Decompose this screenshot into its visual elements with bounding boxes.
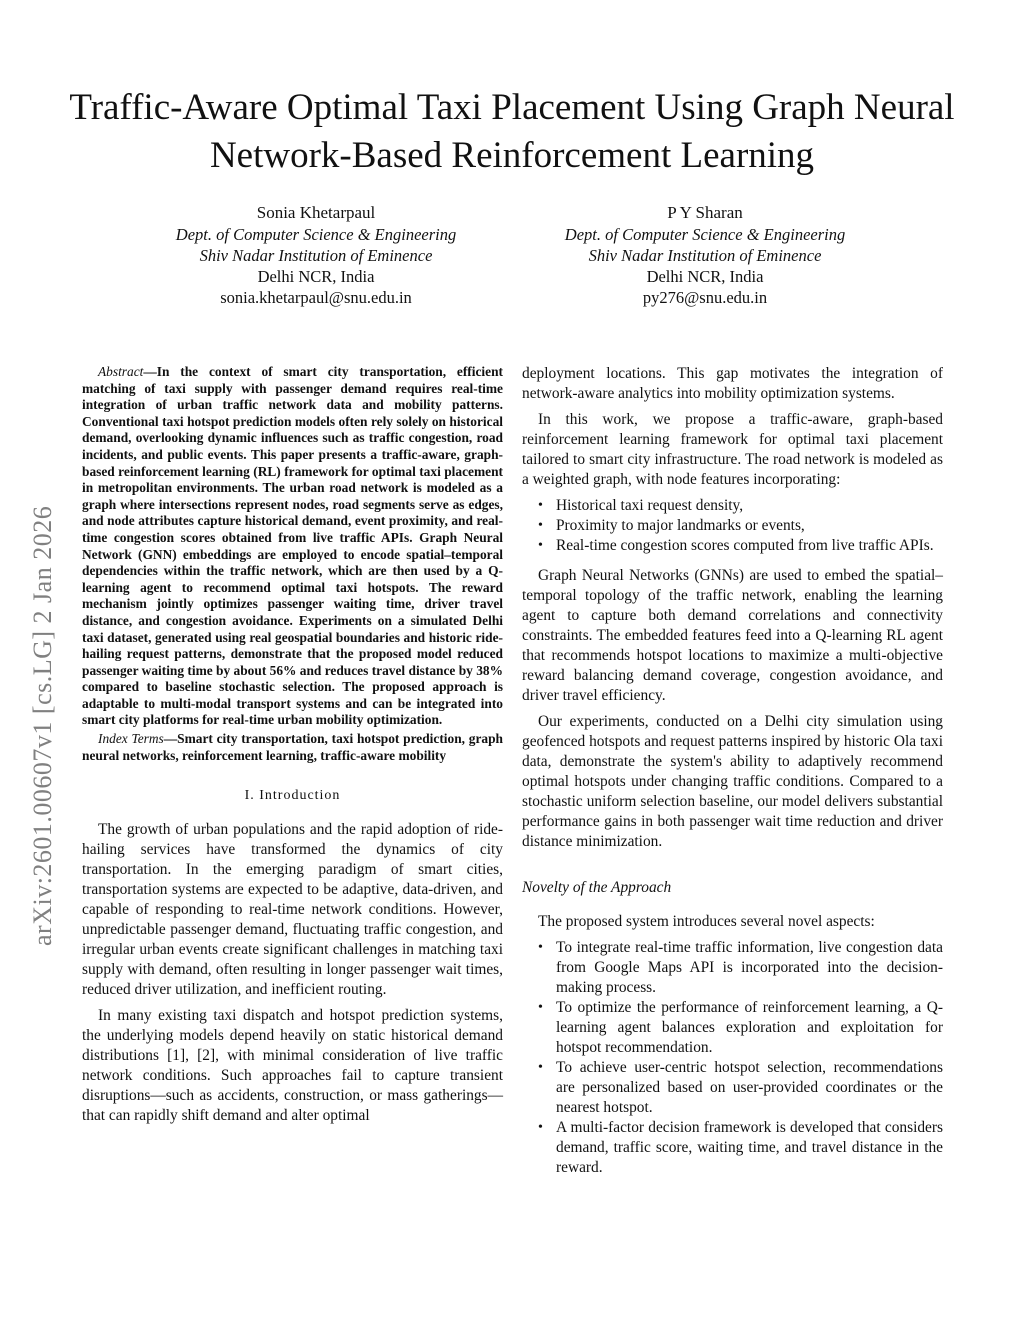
index-terms-text: —Smart city transportation, taxi hotspot prediction, graph neural networks, reinforcement learning, traffic-aware mobility bbox=[82, 731, 504, 763]
novelty-list bbox=[522, 938, 943, 1178]
left-column bbox=[82, 364, 503, 1132]
bullet-icon: • bbox=[538, 538, 543, 553]
list-item bbox=[538, 516, 943, 536]
author-department: Dept. of Computer Science & Engineering bbox=[564, 225, 846, 244]
author-institution: Shiv Nadar Institution of Eminence bbox=[588, 246, 822, 265]
right-paragraph-4: Our experiments, conducted on a Delhi city simulation using geofenced hotspots and request patterns inspired by historic Ola taxi data, demonstrate the system's ability to adaptively recommend optimal hotspots under changing traffic conditions. Compared to a stochastic uniform selection baseline, our model delivers substantial performance gains in both passenger wait time reduction and driver distance minimization. bbox=[522, 713, 943, 850]
list-item-text: Historical taxi request density, bbox=[556, 497, 744, 514]
arxiv-identifier: arXiv:2601.00607v1 [cs.LG] 2 Jan 2026 bbox=[28, 505, 57, 946]
novelty-intro: The proposed system introduces several novel aspects: bbox=[538, 913, 875, 930]
list-item-text: To achieve user-centric hotspot selection, recommendations are personalized based on user-provided coordinates or the nearest hotspot. bbox=[556, 1059, 943, 1116]
abstract-text: —In the context of smart city transportation, efficient matching of taxi supply with passenger demand requires real-time integration of urban traffic network data and mobility patterns. Conventional taxi hotspot prediction models often rely solely on historical demand, overlooking dynamic influences such as traffic congestion, road incidents, and public events. This paper presents a traffic-aware, graph-based reinforcement learning (RL) framework for optimal taxi placement in metropolitan environments. The urban road network is modeled as a graph where intersections represent nodes, road segments serve as edges, and node attributes capture historical demand, event proximity, and real-time congestion scores obtained from live traffic APIs. Graph Neural Network (GNN) embeddings are employed to encode spatial–temporal dependencies within the traffic network, which are then used by a Q-learning agent to recommend optimal taxi hotspots. The reward mechanism jointly optimizes passenger waiting time, driver travel distance, and congestion avoidance. Experiments on a simulated Delhi taxi dataset, generated using real geospatial boundaries and historic ride-hailing request patterns, demonstrate that the proposed model reduced passenger waiting time by about 56% and reduces travel distance by 38% compared to baseline stochastic selection. The proposed approach is adaptable to multi-modal transport systems and can be integrated into smart city platforms for real-time urban mobility optimization. bbox=[82, 364, 503, 728]
intro-paragraph-2: In many existing taxi dispatch and hotspot prediction systems, the underlying models depend heavily on static historical demand distributions [1], [2], with minimal consideration of live traffic network conditions. Such approaches fail to capture transient disruptions—such as accidents, construction, or mass gatherings—that can rapidly shift demand and alter optimal bbox=[82, 1007, 503, 1125]
list-item bbox=[538, 1058, 943, 1118]
list-item-text: A multi-factor decision framework is developed that considers demand, traffic score, waiting time, and travel distance in the reward. bbox=[556, 1119, 943, 1176]
list-item bbox=[538, 998, 943, 1058]
author-name: P Y Sharan bbox=[667, 203, 743, 222]
list-item bbox=[538, 1118, 943, 1178]
right-paragraph-2: In this work, we propose a traffic-aware, graph-based reinforcement learning framework for optimal taxi placement tailored to smart city infrastructure. The road network is modeled as a weighted graph, with node features incorporating: bbox=[522, 411, 943, 488]
author-department: Dept. of Computer Science & Engineering bbox=[175, 225, 457, 244]
list-item-text: Proximity to major landmarks or events, bbox=[556, 517, 805, 534]
list-item-text: To integrate real-time traffic information, live congestion data from Google Maps API is incorporated into the decision-making process. bbox=[556, 939, 943, 996]
abstract bbox=[82, 364, 503, 729]
list-item-text: Real-time congestion scores computed from live traffic APIs. bbox=[556, 537, 934, 554]
right-paragraph-3: Graph Neural Networks (GNNs) are used to embed the spatial–temporal topology of the traffic network, enabling the learning agent to capture both demand correlations and connectivity constraints. The embedded features feed into a Q-learning RL agent that recommends hotspot locations to maximize a multi-objective reward balancing demand coverage, congestion avoidance, and driver travel efficiency. bbox=[522, 567, 943, 704]
author-location: Delhi NCR, India bbox=[257, 267, 375, 286]
author-block-2 bbox=[535, 202, 875, 308]
author-name: Sonia Khetarpaul bbox=[256, 203, 376, 222]
author-email[interactable]: py276@snu.edu.in bbox=[642, 288, 768, 307]
paper-title: Traffic-Aware Optimal Taxi Placement Using Graph Neural Network-Based Reinforcement Learning bbox=[69, 87, 955, 176]
list-item bbox=[538, 938, 943, 998]
author-email[interactable]: sonia.khetarpaul@snu.edu.in bbox=[220, 288, 412, 307]
index-terms bbox=[82, 731, 503, 764]
right-column bbox=[522, 364, 943, 1188]
index-terms-label: Index Terms bbox=[98, 731, 164, 747]
bullet-icon: • bbox=[538, 940, 543, 955]
bullet-icon: • bbox=[538, 498, 543, 513]
list-item bbox=[538, 496, 943, 516]
right-paragraph-1: deployment locations. This gap motivates the integration of network-aware analytics into mobility optimization systems. bbox=[522, 365, 943, 402]
abstract-label: Abstract bbox=[98, 364, 144, 379]
feature-list bbox=[522, 496, 943, 556]
bullet-icon: • bbox=[538, 1120, 543, 1135]
list-item-text: To optimize the performance of reinforcement learning, a Q-learning agent balances exploration and exploitation for hotspot recommendation. bbox=[556, 999, 943, 1056]
author-location: Delhi NCR, India bbox=[646, 267, 764, 286]
author-institution: Shiv Nadar Institution of Eminence bbox=[199, 246, 433, 265]
intro-paragraph-1: The growth of urban populations and the rapid adoption of ride-hailing services have transformed the dynamics of city transportation. In the emerging paradigm of smart cities, transportation systems are expected to be adaptive, data-driven, and capable of responding to real-time network conditions. However, unpredictable passenger demand, fluctuating traffic congestion, and irregular urban events create significant challenges in matching taxi supply with demand, often resulting in longer passenger wait times, reduced driver utilization, and inefficient routing. bbox=[82, 821, 503, 999]
bullet-icon: • bbox=[538, 1000, 543, 1015]
bullet-icon: • bbox=[538, 1060, 543, 1075]
bullet-icon: • bbox=[538, 518, 543, 533]
author-block-1 bbox=[146, 202, 486, 308]
section-heading-introduction: I. Introduction bbox=[244, 788, 341, 804]
list-item bbox=[538, 536, 943, 556]
subsection-heading-novelty: Novelty of the Approach bbox=[522, 879, 672, 896]
